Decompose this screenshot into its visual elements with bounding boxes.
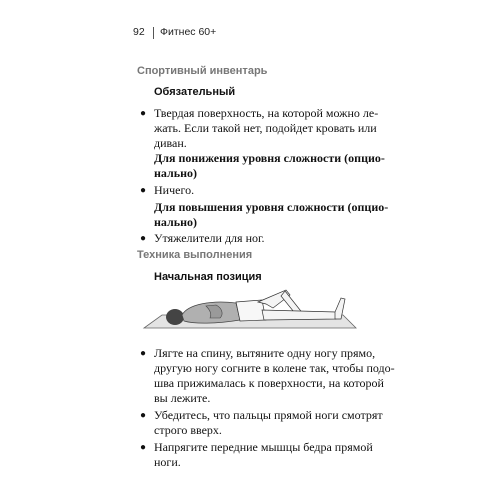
technique-item-1-line-4: вы лежите. [154, 391, 211, 405]
bullet-icon: ● [140, 108, 147, 119]
easier-heading-line-1: Для понижения уровня сложности (опцио- [154, 151, 385, 165]
easier-heading-line-2: нально) [154, 166, 198, 180]
required-item-line-2: жать. Если такой нет, подойдет кровать или [154, 121, 377, 135]
start-position-heading: Начальная позиция [154, 271, 262, 283]
technique-item-2-line-2: строго вверх. [154, 423, 222, 437]
technique-item-3-line-2: ноги. [154, 455, 181, 469]
harder-heading-line-2: нально) [154, 215, 198, 229]
easier-item: Ничего. [154, 183, 195, 197]
section-title-equipment: Спортивный инвентарь [137, 65, 268, 77]
straight-leg-shape [262, 310, 336, 320]
technique-item-2-line-1: Убедитесь, что пальцы прямой ноги смотрят [154, 408, 383, 422]
bullet-icon: ● [140, 185, 147, 196]
exercise-illustration [140, 282, 365, 338]
harder-heading-line-1: Для повышения уровня сложности (опцио- [154, 200, 389, 214]
bullet-icon: ● [140, 442, 147, 453]
header-divider [153, 27, 154, 39]
book-title: Фитнес 60+ [160, 26, 217, 38]
technique-item-3-line-1: Напрягите передние мышцы бедра прямой [154, 440, 373, 454]
section-title-technique: Техника выполнения [137, 249, 253, 261]
required-item-line-1: Твердая поверхность, на которой можно ле- [154, 106, 379, 120]
technique-item-1-line-3: шва прижималась к поверхности, на которой [154, 376, 384, 390]
harder-item: Утяжелители для ног. [154, 231, 265, 245]
bullet-icon: ● [140, 410, 147, 421]
bullet-icon: ● [140, 348, 147, 359]
technique-item-1-line-2: другую ногу согните в колене так, чтобы подо- [154, 361, 395, 375]
bullet-icon: ● [140, 233, 147, 244]
page-number: 92 [133, 26, 145, 38]
required-heading: Обязательный [154, 86, 236, 98]
head-shape [166, 309, 184, 325]
required-item-line-3: диван. [154, 136, 187, 150]
technique-item-1-line-1: Лягте на спину, вытяните одну ногу прямо, [154, 346, 376, 360]
